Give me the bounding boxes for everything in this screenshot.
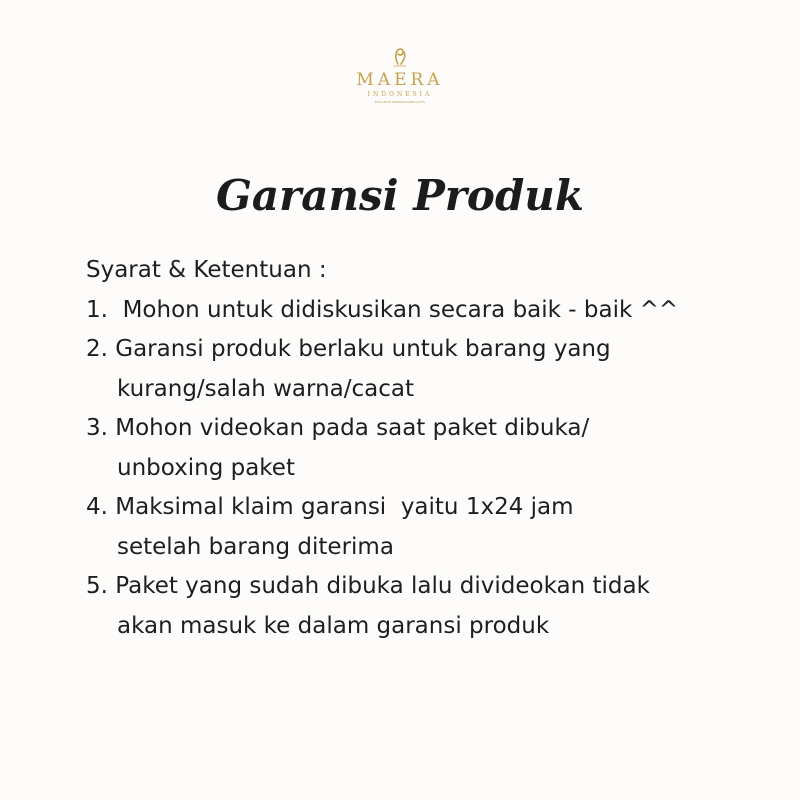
term-item [86, 567, 786, 646]
term-item [86, 330, 786, 409]
term-text: Mohon untuk didiskusikan secara baik - baik ^^ [122, 296, 679, 323]
term-text: Maksimal klaim garansi yaitu 1x24 jam [115, 494, 574, 520]
brand-name: MAERA [356, 70, 444, 90]
brand-tagline: EXCLUSIVE PERSONALIZED GIFTS [375, 100, 425, 104]
term-number: 2. [86, 336, 108, 362]
brand-subtitle: INDONESIA [367, 91, 433, 98]
term-text: Paket yang sudah dibuka lalu divideokan tidak [115, 573, 650, 599]
term-text-continued: unboxing paket [117, 454, 295, 481]
term-number: 3. [86, 415, 108, 441]
term-number: 1. [86, 296, 108, 323]
term-item [86, 488, 786, 567]
term-text-continued: akan masuk ke dalam garansi produk [117, 612, 550, 639]
ribbon-icon [385, 44, 415, 68]
term-item [86, 409, 786, 488]
brand-logo [330, 44, 470, 110]
terms-section [86, 251, 786, 646]
term-text-continued: setelah barang diterima [117, 533, 394, 560]
term-text-continued: kurang/salah warna/cacat [117, 375, 414, 402]
term-number: 4. [86, 494, 108, 520]
terms-heading: Syarat & Ketentuan : [86, 257, 327, 283]
term-number: 5. [86, 573, 108, 599]
term-item [86, 291, 786, 331]
term-text: Garansi produk berlaku untuk barang yang [115, 336, 611, 362]
page-title: Garansi Produk [216, 171, 584, 220]
terms-list [86, 291, 786, 647]
term-text: Mohon videokan pada saat paket dibuka/ [115, 415, 590, 441]
